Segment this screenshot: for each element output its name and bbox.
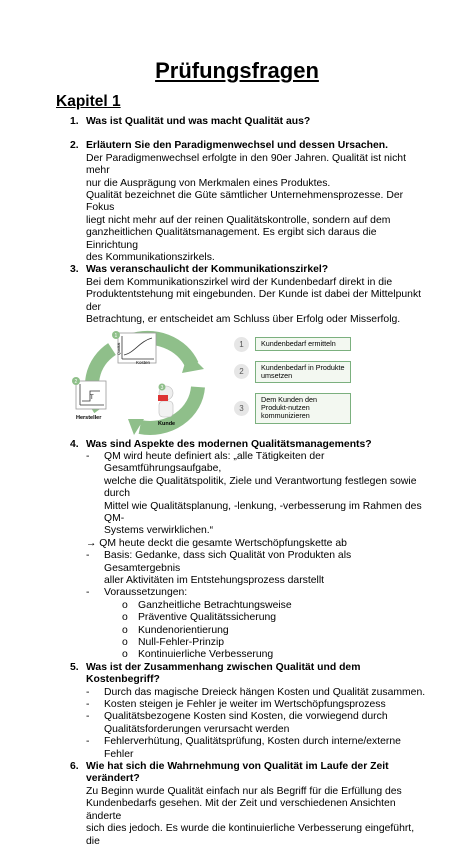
step-text: Kundenbedarf in Produkte umsetzen [255, 361, 351, 384]
circle-marker: o [122, 624, 128, 636]
bullet-line: Qualitätsforderungen verursacht werden [104, 723, 290, 735]
bullet-line: Durch das magische Dreieck hängen Kosten und Qualität zusammen. [104, 686, 426, 698]
bullet-line: Mittel wie Qualitätsplanung, -lenkung, -verbesserung im Rahmen des QM- [104, 500, 422, 524]
bullet-item [70, 451, 430, 538]
dash-marker: - [86, 450, 90, 462]
question-number: 6. [70, 761, 79, 773]
kunde-label: Kunde [158, 420, 176, 427]
kosten-label: Kosten [136, 359, 151, 365]
bullet-line: Voraussetzungen: [104, 587, 188, 599]
step-number: 1 [234, 337, 249, 352]
sub-item-text: Kundenorientierung [138, 624, 229, 636]
answer-line: Kundenbedarfs gesehen. Mit der Zeit und verschiedenen Ansichten änderte [86, 798, 396, 822]
circle-marker: o [122, 612, 128, 624]
sub-item [70, 612, 430, 624]
question-text: Was ist Qualität und was macht Qualität aus? [86, 116, 311, 127]
sub-item [70, 637, 430, 649]
step-text: Kundenbedarf ermitteln [255, 337, 351, 351]
circle-diagram [70, 331, 230, 435]
question-text: Was ist der Zusammenhang zwischen Qualität und dem Kostenbegriff? [86, 661, 361, 686]
circle-marker: o [122, 649, 128, 661]
question-text: Erläutern Sie den Paradigmenwechsel und dessen Ursachen. [86, 140, 389, 152]
right-arrow-icon: → [86, 537, 97, 549]
arrow-note [70, 538, 430, 550]
number-badge-label: 1 [114, 332, 118, 339]
answer-line: Bei dem Kommunikationszirkel wird der Kundenbedarf direkt in die [86, 276, 393, 288]
circle-marker: o [122, 599, 128, 611]
question-5 [70, 662, 430, 687]
bullet-item [70, 587, 430, 599]
answer-line: Zu Beginn wurde Qualität einfach nur als Begriff für die Erfüllung des [86, 785, 402, 797]
question-4 [70, 439, 430, 451]
bullet-item [70, 711, 430, 736]
question-number: 1. [70, 116, 79, 127]
bullet-line: Qualitätsbezogene Kosten sind Kosten, die vorwiegend durch [104, 711, 388, 723]
bullet-item [70, 687, 430, 699]
bullet-item [70, 736, 430, 761]
sub-item-text: Präventive Qualitätssicherung [138, 612, 277, 624]
circle-marker: o [122, 637, 128, 648]
answer-line: Der Paradigmenwechsel erfolgte in den 90er Jahren. Qualität ist nicht mehr [86, 152, 406, 177]
bullet-line: Basis: Gedanke, dass sich Qualität von Produkten als Gesamtergebnis [104, 550, 352, 574]
sub-item-text: Null-Fehler-Prinzip [138, 637, 225, 648]
answer-2 [70, 153, 430, 265]
question-number: 2. [70, 140, 79, 152]
number-badge-label: 2 [74, 378, 78, 385]
bullet-item [70, 699, 430, 711]
chart-t-label: T [90, 394, 94, 401]
step-1 [234, 337, 354, 352]
step-3 [234, 393, 354, 424]
y-axis-label: Qualität [117, 342, 121, 355]
step-text: Dem Kunden den Produkt-nutzen kommunizieren [255, 393, 351, 424]
dash-marker: - [86, 711, 90, 723]
arrow-note-text: QM heute deckt die gesamte Wertschöpfungskette ab [99, 537, 347, 549]
answer-line: sich dies jedoch. Es wurde die kontinuierliche Verbesserung eingeführt, die [86, 823, 415, 847]
bullet-line: welche die Qualitätspolitik, Ziele und Verantwortung festlegen sowie durch [104, 475, 417, 500]
answer-line: liegt nicht mehr auf der reinen Qualitätskontrolle, sondern auf dem [86, 214, 391, 226]
bullet-line: QM wird heute definiert als: „alle Tätigkeiten der Gesamtführungsaufgabe, [104, 450, 325, 475]
step-number: 2 [234, 364, 249, 379]
answer-line: Produktentstehung mit eingebunden. Der Kunde ist dabei der Mittelpunkt der [86, 289, 422, 313]
question-6 [70, 761, 430, 786]
person-body-icon [159, 401, 173, 417]
sub-item-text: Kontinuierliche Verbesserung [138, 649, 274, 661]
question-1 [70, 116, 430, 128]
bullet-item [70, 550, 430, 587]
dash-marker: - [86, 587, 90, 599]
bullet-line: Systems verwirklichen.“ [104, 525, 214, 537]
communication-circle-figure [70, 331, 430, 435]
bullet-line: Fehlerverhütung, Qualitätsprüfung, Kosten durch interne/externe Fehler [104, 736, 401, 760]
question-3 [70, 264, 430, 276]
answer-line: ganzheitlichen Qualitätsmanagement. Es ergibt sich daraus die Einrichtung [86, 227, 377, 251]
sub-item [70, 625, 430, 637]
question-number: 4. [70, 438, 79, 450]
question-text: Was sind Aspekte des modernen Qualitätsmanagements? [86, 438, 372, 450]
dash-marker: - [86, 686, 90, 698]
bullet-line: aller Aktivitäten im Entstehungsprozess darstellt [104, 574, 325, 586]
question-number: 3. [70, 264, 79, 276]
answer-line: des Kommunikationszirkels. [86, 252, 215, 264]
question-text: Wie hat sich die Wahrnehmung von Qualität im Laufe der Zeit verändert? [86, 761, 389, 785]
step-number: 3 [234, 401, 249, 416]
megaphone-icon [158, 395, 168, 401]
dash-marker: - [86, 736, 90, 748]
sub-item-text: Ganzheitliche Betrachtungsweise [138, 599, 292, 611]
sub-item [70, 600, 430, 612]
sub-item [70, 649, 430, 661]
number-badge-label: 3 [160, 384, 164, 391]
dash-marker: - [86, 699, 90, 711]
cost-quality-chart-box [118, 333, 156, 363]
answer-line: Qualität bezeichnet die Güte sämtlicher Unternehmensprozesse. Der Fokus [86, 190, 404, 214]
answer-3 [70, 277, 430, 327]
question-number: 5. [70, 661, 79, 673]
answer-line: Betrachtung, er entscheidet am Schluss über Erfolg oder Misserfolg. [86, 314, 401, 326]
question-2 [70, 140, 430, 152]
answer-line: nur die Ausprägung von Merkmalen eines Produktes. [86, 177, 331, 189]
bullet-line: Kosten steigen je Fehler je weiter im Wertschöpfungsprozess [104, 699, 386, 711]
dash-marker: - [86, 550, 90, 562]
page-title: Prüfungsfragen [155, 58, 319, 83]
answer-6 [70, 786, 430, 848]
step-2 [234, 361, 354, 384]
question-list [70, 116, 430, 848]
hersteller-label: Hersteller [76, 414, 102, 421]
question-text: Was veranschaulicht der Kommunikationszirkel? [86, 264, 329, 276]
chapter-heading: Kapitel 1 [56, 93, 121, 110]
